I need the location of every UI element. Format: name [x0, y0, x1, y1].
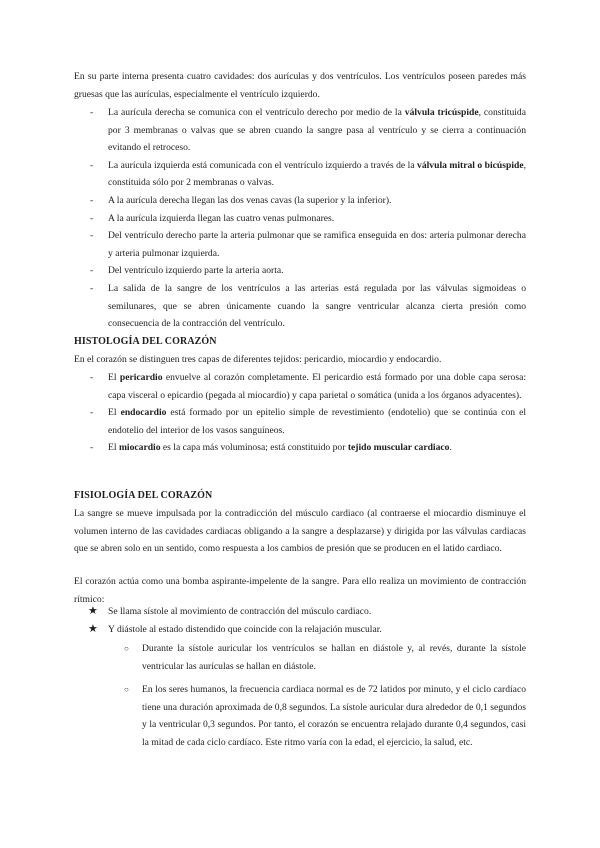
- list-item: - La salida de la sangre de los ventrículos a las arterias está regulada por las válvulas sigmoideas o semilunares, que se abren únicamente cuando la sangre ventricular alcanza cierta presión como consecuencia de la contracción del ventrículo.: [74, 280, 526, 333]
- list-item: - La aurícula izquierda está comunicada con el ventrículo izquierdo a través de la válvula mitral o bicúspide, constituida sólo por 2 membranas o valvas.: [74, 157, 526, 192]
- list-item: - Del ventrículo izquierdo parte la arteria aorta.: [74, 262, 526, 280]
- list-item: - El miocardio es la capa más voluminosa; está constituido por tejido muscular cardiaco.: [74, 439, 526, 457]
- histology-intro: En el corazón se distinguen tres capas de diferentes tejidos: pericardio, miocardio y endocardio.: [74, 354, 442, 365]
- histology-heading: HISTOLOGÍA DEL CORAZÓN: [74, 336, 217, 347]
- physiology-paragraph-1: La sangre se mueve impulsada por la contradicción del músculo cardiaco (al contraerse el miocardio disminuye el volumen interno de las cavidades cardiacas obligando a la sangre a desplazarse) y dirigida por las válvulas cardiacas que se abren solo en un sentido, como respuesta a los cambios de presión que se producen en el latido cardiaco.: [74, 508, 526, 555]
- star-list: [74, 603, 526, 638]
- list-item: - Del ventrículo derecho parte la arteria pulmonar que se ramifica enseguida en dos: arteria pulmonar derecha y arteria pulmonar izquierda.: [74, 227, 526, 262]
- dash-marker: -: [90, 230, 94, 242]
- list-item: - A la aurícula izquierda llegan las cuatro venas pulmonares.: [74, 210, 526, 228]
- dash-marker: -: [90, 212, 94, 224]
- bold-term: endocardio: [120, 407, 167, 419]
- list-item: - El pericardio envuelve al corazón completamente. El pericardio está formado por una doble capa serosa: capa visceral o epicardio (pegada al miocardio) y capa parietal o somática (unida a los órganos adyacentes).: [74, 369, 526, 404]
- dash-marker: -: [90, 159, 94, 171]
- circle-bullet-icon: ○: [124, 644, 129, 653]
- dash-marker: -: [90, 372, 94, 383]
- bold-term: pericardio: [119, 372, 163, 383]
- histology-list: [74, 369, 526, 457]
- list-item: - El endocardio está formado por un epitelio simple de revestimiento (endotelio) que se continúa con el endotelio del interior de los vasos sanguíneos.: [74, 404, 526, 439]
- list-item: - La aurícula derecha se comunica con el ventrículo derecho por medio de la válvula tricúspide, constituida por 3 membranas o valvas que se abren cuando la sangre pasa al ventrículo y se cierra a continuación evitando el retroceso.: [74, 104, 526, 157]
- bold-term: válvula tricúspide: [404, 107, 479, 118]
- bold-term: tejido muscular cardiaco: [347, 442, 450, 454]
- bold-term: miocardio: [118, 442, 161, 454]
- physiology-heading: FISIOLOGÍA DEL CORAZÓN: [74, 490, 213, 501]
- dash-marker: -: [90, 107, 94, 118]
- list-item: ★ Y diástole al estado distendido que coincide con la relajación muscular.: [74, 621, 526, 639]
- dash-marker: -: [90, 442, 94, 454]
- anatomy-list: [74, 104, 526, 333]
- dash-marker: -: [90, 265, 94, 277]
- bold-term: válvula mitral o bicúspide: [417, 159, 524, 171]
- list-item: ★ Se llama sístole al movimiento de contracción del músculo cardiaco.: [74, 603, 526, 621]
- list-item: ○ Durante la sístole auricular los ventrículos se hallan en diástole y, al revés, durante la sístole ventricular las aurículas se hallan en diástole.: [74, 640, 526, 675]
- dash-marker: -: [90, 282, 94, 294]
- dash-marker: -: [90, 194, 94, 206]
- star-icon: ★: [88, 605, 98, 617]
- star-icon: ★: [88, 622, 98, 635]
- circle-bullet-icon: ○: [124, 685, 129, 695]
- list-item: ○ En los seres humanos, la frecuencia cardiaca normal es de 72 latidos por minuto, y el ciclo cardíaco tiene una duración aproximada de 0,8 segundos. La sístole auricular dura alrededor de 0,1 segundos y la ventricular 0,3 segundos. Por tanto, el corazón se encuentra relajado durante 0,4 segundos, casi la mitad de cada ciclo cardíaco. Este ritmo varía con la edad, el ejercicio, la salud, etc.: [74, 681, 526, 751]
- circle-list: [74, 640, 526, 752]
- list-item: - A la aurícula derecha llegan las dos venas cavas (la superior y la inferior).: [74, 192, 526, 210]
- dash-marker: -: [90, 407, 94, 419]
- physiology-paragraph-2: El corazón actúa como una bomba aspirante-impelente de la sangre. Para ello realiza un movimiento de contracción rítmico:: [74, 576, 526, 605]
- intro-paragraph: En su parte interna presenta cuatro cavidades: dos aurículas y dos ventrículos. Los ventrículos poseen paredes más gruesas que las aurículas, especialmente el ventrículo izquierdo.: [74, 71, 526, 100]
